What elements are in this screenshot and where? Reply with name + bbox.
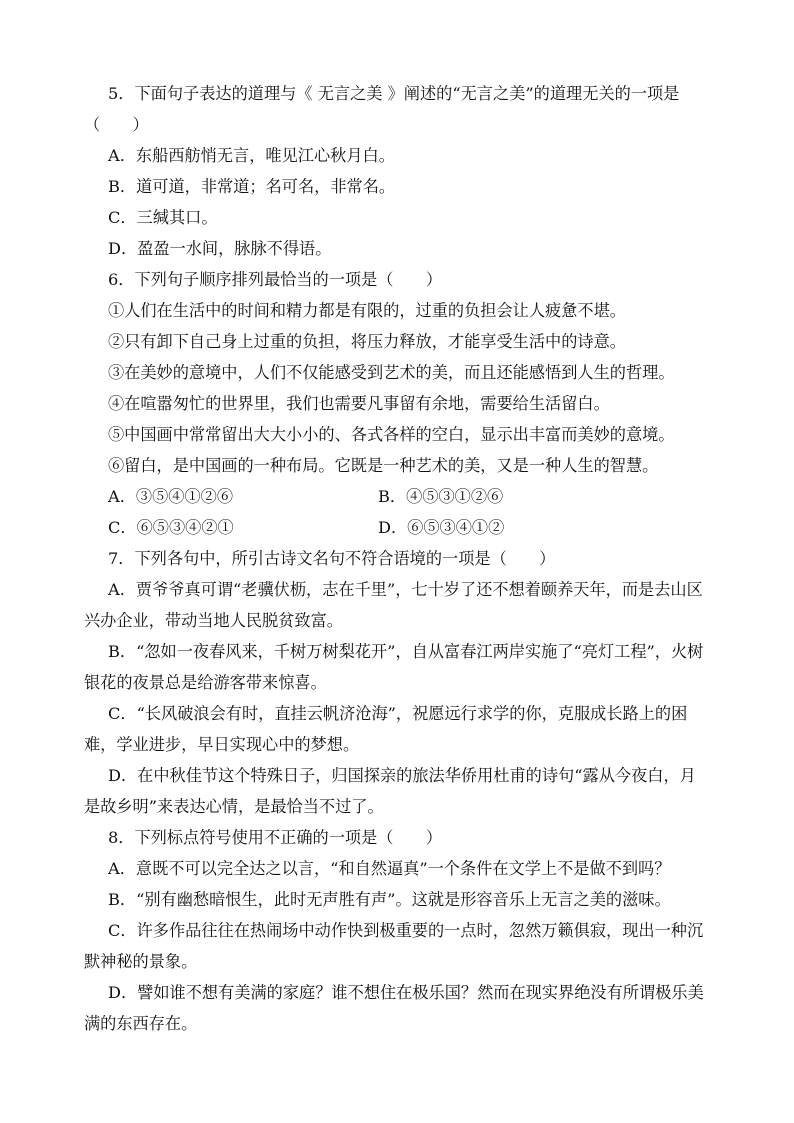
question-5-option-d: D．盈盈一水间，脉脉不得语。	[108, 239, 332, 258]
question-5-option-b: B．道可道，非常道；名可名，非常名。	[108, 177, 396, 196]
question-6-option-c: C．⑥⑤③④②①	[108, 518, 234, 537]
question-8-option-c: C．许多作品往往在热闹场中动作快到极重要的一点时，忽然万籁俱寂，现出一种沉默神秘的景象。	[84, 921, 704, 971]
question-6-sentence-4: ④在喧嚣匆忙的世界里，我们也需要凡事留有余地，需要给生活留白。	[108, 394, 610, 413]
question-6	[84, 264, 710, 543]
question-6-option-b: B．④⑤③①②⑥	[378, 487, 504, 506]
question-6-options-row-1	[84, 481, 710, 512]
question-6-sentence-1: ①人们在生活中的时间和精力都是有限的，过重的负担会让人疲惫不堪。	[108, 301, 626, 320]
question-6-sentence-5: ⑤中国画中常常留出大大小小的、各式各样的空白，显示出丰富而美妙的意境。	[108, 425, 675, 444]
question-7-option-c: C．“长风破浪会有时，直挂云帆济沧海”，祝愿远行求学的你，克服成长路上的困难，学业进步，早日实现心中的梦想。	[84, 704, 688, 754]
question-5-stem-bracket: （ ）	[84, 115, 149, 134]
question-7-option-a: A．贾爷爷真可谓“老骥伏枥，志在千里”，七十岁了还不想着颐养天年，而是去山区兴办企业，带动当地人民脱贫致富。	[84, 580, 703, 630]
question-7-option-b: B．“忽如一夜春风来，千树万树梨花开”，自从富春江两岸实施了“亮灯工程”，火树银花的夜景总是给游客带来惊喜。	[84, 642, 704, 692]
question-5	[84, 78, 710, 264]
question-7-stem: 7．下列各句中，所引古诗文名句不符合语境的一项是（ ）	[108, 549, 556, 568]
question-6-option-a: A．③⑤④①②⑥	[108, 487, 234, 506]
question-7-option-d: D．在中秋佳节这个特殊日子，归国探亲的旅法华侨用杜甫的诗句“露从今夜白，月是故乡明”来表达心情，是最恰当不过了。	[84, 766, 696, 816]
question-8-option-a: A．意既不可以完全达之以言，“和自然逼真”一个条件在文学上不是做不到吗？	[108, 859, 671, 878]
question-8-stem: 8．下列标点符号使用不正确的一项是（ ）	[108, 828, 443, 847]
question-7	[84, 543, 710, 822]
question-8-option-d: D．譬如谁不想有美满的家庭？谁不想住在极乐国？然而在现实界绝没有所谓极乐美满的东西存在。	[84, 983, 704, 1033]
question-5-stem: 5．下面句子表达的道理与《 无言之美 》阐述的“无言之美”的道理无关的一项是	[108, 84, 680, 103]
question-5-option-a: A．东船西舫悄无言，唯见江心秋月白。	[108, 146, 395, 165]
question-8-option-b: B．“别有幽愁暗恨生，此时无声胜有声”。这就是形容音乐上无言之美的滋味。	[108, 890, 671, 909]
question-6-option-d: D．⑥⑤③④①②	[378, 518, 505, 537]
question-6-sentence-6: ⑥留白，是中国画的一种布局。它既是一种艺术的美，又是一种人生的智慧。	[108, 456, 659, 475]
question-8	[84, 822, 710, 1039]
question-6-stem: 6．下列句子顺序排列最恰当的一项是（ ）	[108, 270, 443, 289]
question-6-sentence-2: ②只有卸下自己身上过重的负担，将压力释放，才能享受生活中的诗意。	[108, 332, 626, 351]
question-6-options-row-2	[84, 512, 710, 543]
question-5-option-c: C．三缄其口。	[108, 208, 218, 227]
question-6-sentence-3: ③在美妙的意境中，人们不仅能感受到艺术的美，而且还能感悟到人生的哲理。	[108, 363, 675, 382]
